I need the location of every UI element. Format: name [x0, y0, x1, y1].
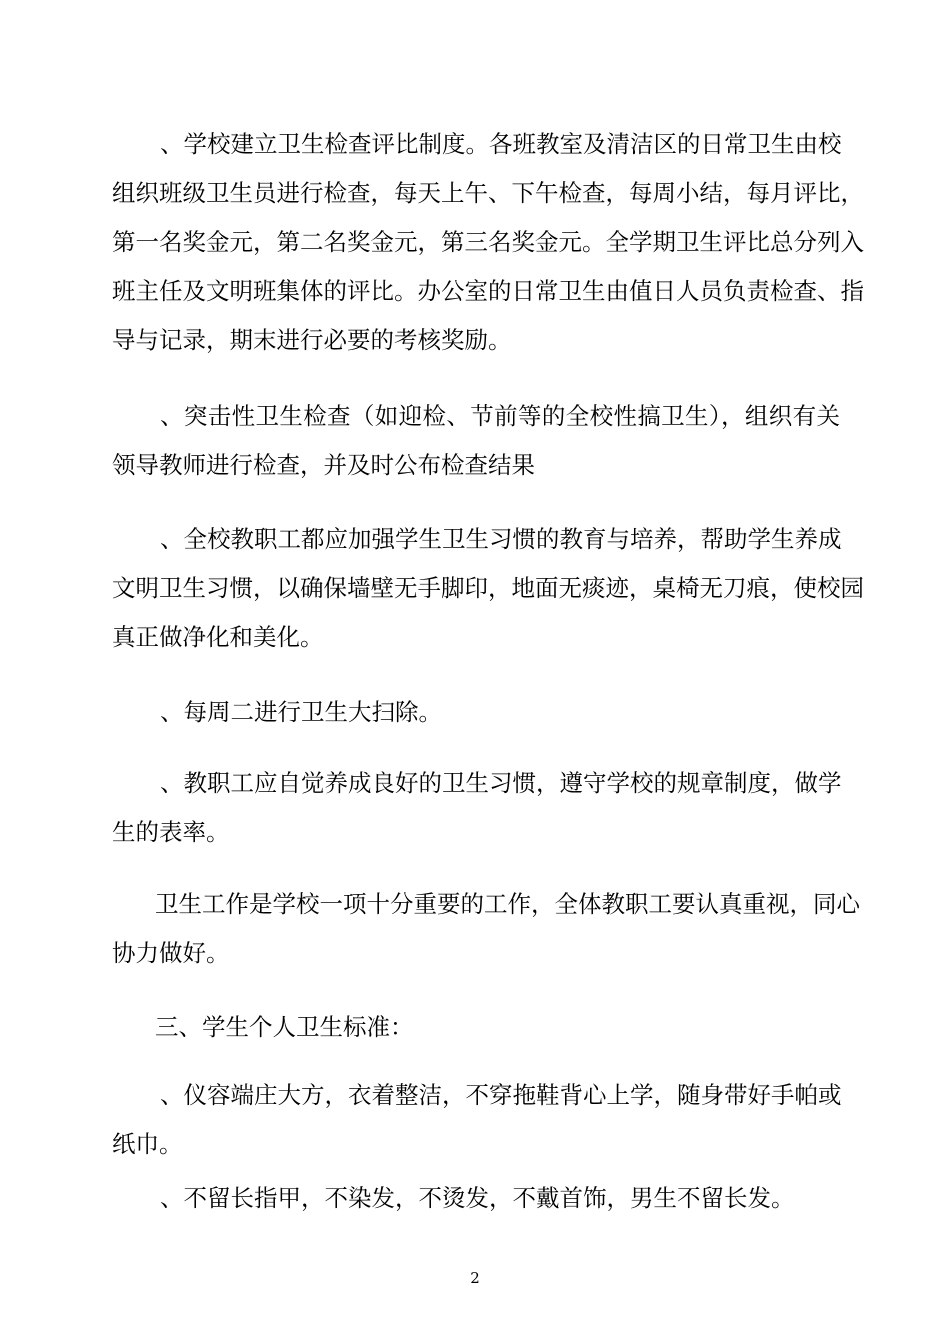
paragraph-3-line-3: 真正做净化和美化。 [112, 623, 324, 651]
paragraph-1-line-5: 导与记录，期末进行必要的考核奖励。 [112, 326, 512, 354]
paragraph-4-line-1: 、每周二进行卫生大扫除。 [160, 698, 442, 726]
section-heading: 三、学生个人卫生标准： [155, 1013, 414, 1041]
paragraph-8-line-2: 纸巾。 [112, 1130, 183, 1158]
paragraph-5-line-2: 生的表率。 [112, 818, 230, 846]
paragraph-1-line-3: 第一名奖金元，第二名奖金元，第三名奖金元。全学期卫生评比总分列入 [112, 228, 864, 256]
paragraph-1-line-2: 组织班级卫生员进行检查，每天上午、下午检查，每周小结，每月评比， [112, 179, 864, 207]
paragraph-3-line-1: 、全校教职工都应加强学生卫生习惯的教育与培养，帮助学生养成 [160, 525, 842, 553]
page-number: 2 [470, 1269, 480, 1287]
paragraph-9-line-1: 、不留长指甲，不染发，不烫发，不戴首饰，男生不留长发。 [160, 1184, 795, 1212]
paragraph-6-line-2: 协力做好。 [112, 939, 230, 967]
paragraph-3-line-2: 文明卫生习惯，以确保墙壁无手脚印，地面无痰迹，桌椅无刀痕，使校园 [112, 574, 864, 602]
paragraph-1-line-4: 班主任及文明班集体的评比。办公室的日常卫生由值日人员负责检查、指 [112, 277, 864, 305]
paragraph-2-line-2: 领导教师进行检查，并及时公布检查结果 [112, 451, 535, 479]
paragraph-8-line-1: 、仪容端庄大方，衣着整洁，不穿拖鞋背心上学，随身带好手帕或 [160, 1081, 842, 1109]
paragraph-5-line-1: 、教职工应自觉养成良好的卫生习惯，遵守学校的规章制度，做学 [160, 769, 842, 797]
paragraph-6-line-1: 卫生工作是学校一项十分重要的工作，全体教职工要认真重视，同心 [155, 890, 860, 918]
paragraph-2-line-1: 、突击性卫生检查（如迎检、节前等的全校性搞卫生），组织有关 [160, 402, 840, 430]
paragraph-1-line-1: 、学校建立卫生检查评比制度。各班教室及清洁区的日常卫生由校 [160, 130, 842, 158]
